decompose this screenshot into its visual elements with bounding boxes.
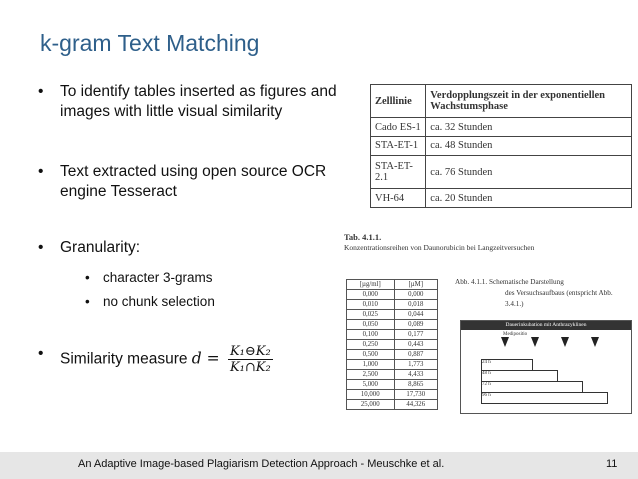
- bullet-text: Text extracted using open source OCR engine Tesseract: [60, 163, 327, 200]
- table-cell: 4,433: [394, 370, 437, 380]
- sub-bullet-text: no chunk selection: [103, 294, 215, 309]
- figure-description-line: 3.4.1.): [505, 300, 524, 308]
- page-number: 11: [606, 458, 618, 470]
- table-row: [347, 310, 438, 320]
- table-row: [347, 360, 438, 370]
- stair-label: 96 h: [482, 393, 491, 398]
- table-cell: 1,000: [347, 360, 395, 370]
- table-header-cell: [µg/ml]: [347, 280, 395, 290]
- formula-numerator: K₁⊖K₂: [229, 344, 271, 359]
- table-row: [347, 380, 438, 390]
- table-row: [347, 290, 438, 300]
- table-row: [347, 300, 438, 310]
- table-row: [347, 390, 438, 400]
- table-row: [347, 370, 438, 380]
- table-cell: VH-64: [371, 189, 426, 208]
- table-cell: 44,326: [394, 400, 437, 410]
- table-cell: 0,018: [394, 300, 437, 310]
- stair-label: 72 h: [482, 382, 491, 387]
- table-cell: STA-ET-2.1: [371, 155, 426, 188]
- footer-text: An Adaptive Image-based Plagiarism Detection Approach - Meuschke et al.: [78, 458, 445, 470]
- table-row: [371, 155, 632, 188]
- table-cell: 2,500: [347, 370, 395, 380]
- table-cell: STA-ET-1: [371, 137, 426, 156]
- arrow-down-icon: [531, 337, 539, 347]
- table-cell: 1,773: [394, 360, 437, 370]
- slide-footer: [0, 452, 638, 479]
- stair-label: 24 h: [482, 360, 491, 365]
- table-row: [371, 118, 632, 137]
- table-header-cell: Verdopplungszeit in der exponentiellen Wachstumsphase: [426, 85, 632, 118]
- sub-bullet-dot: •: [85, 294, 90, 309]
- table-cell: 0,000: [394, 290, 437, 300]
- table-cell: Cado ES-1: [371, 118, 426, 137]
- table-row: [347, 400, 438, 410]
- table-cell: 0,044: [394, 310, 437, 320]
- stair-bar: [481, 392, 608, 404]
- bullet-text: Granularity:: [60, 239, 141, 256]
- table-header-cell: [µM]: [394, 280, 437, 290]
- table-cell: 0,100: [347, 330, 395, 340]
- arrow-down-icon: [591, 337, 599, 347]
- sub-bullet-dot: •: [85, 270, 90, 285]
- table-row: [347, 320, 438, 330]
- table-row: [347, 340, 438, 350]
- bullet-dot: •: [38, 83, 44, 100]
- bullet-text: [60, 344, 370, 375]
- table-cell: 0,177: [394, 330, 437, 340]
- table-cell: 25,000: [347, 400, 395, 410]
- arrow-down-icon: [501, 337, 509, 347]
- table-cell: 0,250: [347, 340, 395, 350]
- table-row: [347, 350, 438, 360]
- arrow-down-icon: [561, 337, 569, 347]
- slide-title: k-gram Text Matching: [40, 30, 260, 56]
- figure-description-line: Abb. 4.1.1. Schematische Darstellung: [455, 278, 564, 286]
- table-cell: 0,050: [347, 320, 395, 330]
- table-cell: ca. 76 Stunden: [426, 155, 632, 188]
- table-cell: 17,730: [394, 390, 437, 400]
- table-cell: 0,000: [347, 290, 395, 300]
- concentration-table: [346, 279, 438, 410]
- formula-lhs: d =: [191, 349, 220, 368]
- table-image: [370, 84, 632, 208]
- figure-caption-title: Tab. 4.1.1.: [344, 232, 382, 242]
- table-cell: 0,010: [347, 300, 395, 310]
- sub-bullet-text: character 3-grams: [103, 270, 213, 285]
- table-cell: 0,500: [347, 350, 395, 360]
- table-cell: 0,443: [394, 340, 437, 350]
- similarity-formula: [228, 344, 273, 375]
- stair-label: 48 h: [482, 371, 491, 376]
- table-cell: 8,865: [394, 380, 437, 390]
- diagram-header: Dauerinkubation mit Anthrazyklinen: [461, 321, 631, 330]
- table-cell: 0,025: [347, 310, 395, 320]
- bullet-dot: •: [38, 345, 44, 362]
- table-row: [371, 137, 632, 156]
- table-cell: 5,000: [347, 380, 395, 390]
- cell-line-table: [370, 84, 632, 208]
- table-row: [371, 189, 632, 208]
- bullet-dot: •: [38, 239, 44, 256]
- table-cell: ca. 32 Stunden: [426, 118, 632, 137]
- table-cell: 10,000: [347, 390, 395, 400]
- table-cell: 0,089: [394, 320, 437, 330]
- bullet-text: To identify tables inserted as figures and images with little visual similarity: [60, 83, 337, 120]
- formula-denominator: K₁∩K₂: [229, 360, 271, 375]
- diagram-label: Medipositio: [503, 332, 528, 337]
- table-row: [347, 330, 438, 340]
- figure-image: [344, 232, 634, 436]
- experiment-diagram: [460, 320, 632, 414]
- table-cell: ca. 48 Stunden: [426, 137, 632, 156]
- bullet-dot: •: [38, 163, 44, 180]
- table-header-cell: Zelllinie: [371, 85, 426, 118]
- table-cell: ca. 20 Stunden: [426, 189, 632, 208]
- table-cell: 0,887: [394, 350, 437, 360]
- figure-description: [455, 277, 633, 310]
- similarity-label: Similarity measure: [60, 350, 188, 368]
- figure-caption-text: Konzentrationsreihen von Daunorubicin bei Langzeitversuchen: [344, 243, 535, 252]
- figure-description-line: des Versuchsaufbaus (entspricht Abb.: [505, 289, 613, 297]
